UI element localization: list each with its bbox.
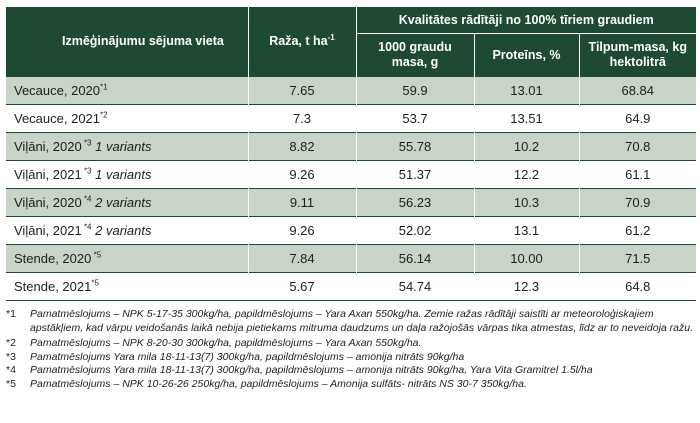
table-row bbox=[6, 245, 696, 273]
cell-place: Stende, 2020 $^{*5}$ bbox=[6, 245, 248, 273]
header-protein: Proteīns, % bbox=[474, 34, 579, 77]
cell-test-weight: 61.1 bbox=[579, 161, 696, 189]
cell-thousand-grain-mass: 59.9 bbox=[356, 77, 474, 105]
cell-yield: 9.11 bbox=[248, 189, 356, 217]
cell-thousand-grain-mass: 52.02 bbox=[356, 217, 474, 245]
cell-place: Vecauce, 2020$^{*1}$ bbox=[6, 77, 248, 105]
cell-thousand-grain-mass: 55.78 bbox=[356, 133, 474, 161]
cell-protein: 13.1 bbox=[474, 217, 579, 245]
cell-place: Viļāni, 2020 $^{*4}$ 2 variants bbox=[6, 189, 248, 217]
header-quality-group: Kvalitātes rādītāji no 100% tīriem graudiem bbox=[356, 7, 696, 34]
cell-thousand-grain-mass: 53.7 bbox=[356, 105, 474, 133]
footnote bbox=[6, 337, 696, 351]
cell-yield: 7.65 bbox=[248, 77, 356, 105]
cell-protein: 10.00 bbox=[474, 245, 579, 273]
cell-yield: 8.82 bbox=[248, 133, 356, 161]
cell-place: Vecauce, 2021$^{*2}$ bbox=[6, 105, 248, 133]
table-row bbox=[6, 105, 696, 133]
cell-protein: 12.3 bbox=[474, 273, 579, 301]
footnote bbox=[6, 351, 696, 365]
footnote bbox=[6, 378, 696, 392]
footnote-mark: *1 bbox=[6, 308, 16, 320]
cell-place: Viļāni, 2020 $^{*3}$ 1 variants bbox=[6, 133, 248, 161]
cell-yield: 7.3 bbox=[248, 105, 356, 133]
footnote-text: Pamatmēslojums Yara mila 18-11-13(7) 300kg/ha, papildmēslojums – amonija nitrāts 90kg/ha, Yara Vita Gramitrel 1.5l/ha bbox=[30, 364, 593, 376]
cell-yield: 5.67 bbox=[248, 273, 356, 301]
footnote bbox=[6, 364, 696, 378]
cell-thousand-grain-mass: 56.23 bbox=[356, 189, 474, 217]
cell-protein: 10.3 bbox=[474, 189, 579, 217]
cell-thousand-grain-mass: 54.74 bbox=[356, 273, 474, 301]
table-row bbox=[6, 133, 696, 161]
header-test-weight: Tilpum-masa, kg hektolitrā bbox=[579, 34, 696, 77]
footnote-text: Pamatmēslojums – NPK 10-26-26 250kg/ha, papildmēslojums – Amonija sulfāts- nitrāts NS 30-7 350kg/ha. bbox=[30, 377, 527, 390]
cell-test-weight: 61.2 bbox=[579, 217, 696, 245]
cell-test-weight: 70.9 bbox=[579, 189, 696, 217]
header-thousand-grain-mass: 1000 graudu masa, g bbox=[356, 34, 474, 77]
cell-test-weight: 70.8 bbox=[579, 133, 696, 161]
cell-test-weight: 64.8 bbox=[579, 273, 696, 301]
table-row bbox=[6, 273, 696, 301]
footnotes bbox=[6, 308, 696, 391]
footnote bbox=[6, 308, 696, 335]
cell-yield: 9.26 bbox=[248, 161, 356, 189]
footnote-text: Pamatmēslojums – NPK 8-20-30 300kg/ha, papildmēslojums – Yara Axan 550kg/ha. bbox=[30, 337, 422, 349]
cell-protein: 13.51 bbox=[474, 105, 579, 133]
cell-place: Stende, 2021$^{*5}$ bbox=[6, 273, 248, 301]
cell-thousand-grain-mass: 51.37 bbox=[356, 161, 474, 189]
footnote-mark: *4 bbox=[6, 364, 16, 376]
table-row bbox=[6, 217, 696, 245]
footnote-text: Pamatmēslojums Yara mila 18-11-13(7) 300kg/ha, papildmēslojums – amonija nitrāts 90kg/ha bbox=[30, 350, 465, 363]
cell-protein: 10.2 bbox=[474, 133, 579, 161]
table-row bbox=[6, 189, 696, 217]
cell-test-weight: 64.9 bbox=[579, 105, 696, 133]
cell-test-weight: 71.5 bbox=[579, 245, 696, 273]
cell-protein: 12.2 bbox=[474, 161, 579, 189]
cell-protein: 13.01 bbox=[474, 77, 579, 105]
table-row bbox=[6, 161, 696, 189]
results-table bbox=[6, 7, 696, 301]
footnote-mark: *3 bbox=[6, 350, 16, 363]
cell-place: Viļāni, 2021 $^{*4}$ 2 variants bbox=[6, 217, 248, 245]
footnote-mark: *5 bbox=[6, 377, 16, 390]
table-body bbox=[6, 77, 696, 301]
cell-yield: 9.26 bbox=[248, 217, 356, 245]
footnote-mark: *2 bbox=[6, 337, 16, 349]
footnote-text: Pamatmēslojums – NPK 5-17-35 300kg/ha, papildmēslojums – Yara Axan 550kg/ha. Zemie ražas rādītāji saistīti ar meteoroloģiskajiem apstākļiem, kad vārpu veidošanās laikā nebija pietiekams mitruma daudzums un daļa ražojošās vārpas tika atmestas, līdz ar to neveidoja ražu. bbox=[30, 308, 694, 334]
header-place: Izmēģinājumu sējuma vieta bbox=[6, 7, 248, 77]
table-row bbox=[6, 77, 696, 105]
header-yield: Raža, t $ha^{-1}$ bbox=[248, 7, 356, 77]
cell-test-weight: 68.84 bbox=[579, 77, 696, 105]
cell-thousand-grain-mass: 56.14 bbox=[356, 245, 474, 273]
cell-place: Viļāni, 2021 $^{*3}$ 1 variants bbox=[6, 161, 248, 189]
cell-yield: 7.84 bbox=[248, 245, 356, 273]
